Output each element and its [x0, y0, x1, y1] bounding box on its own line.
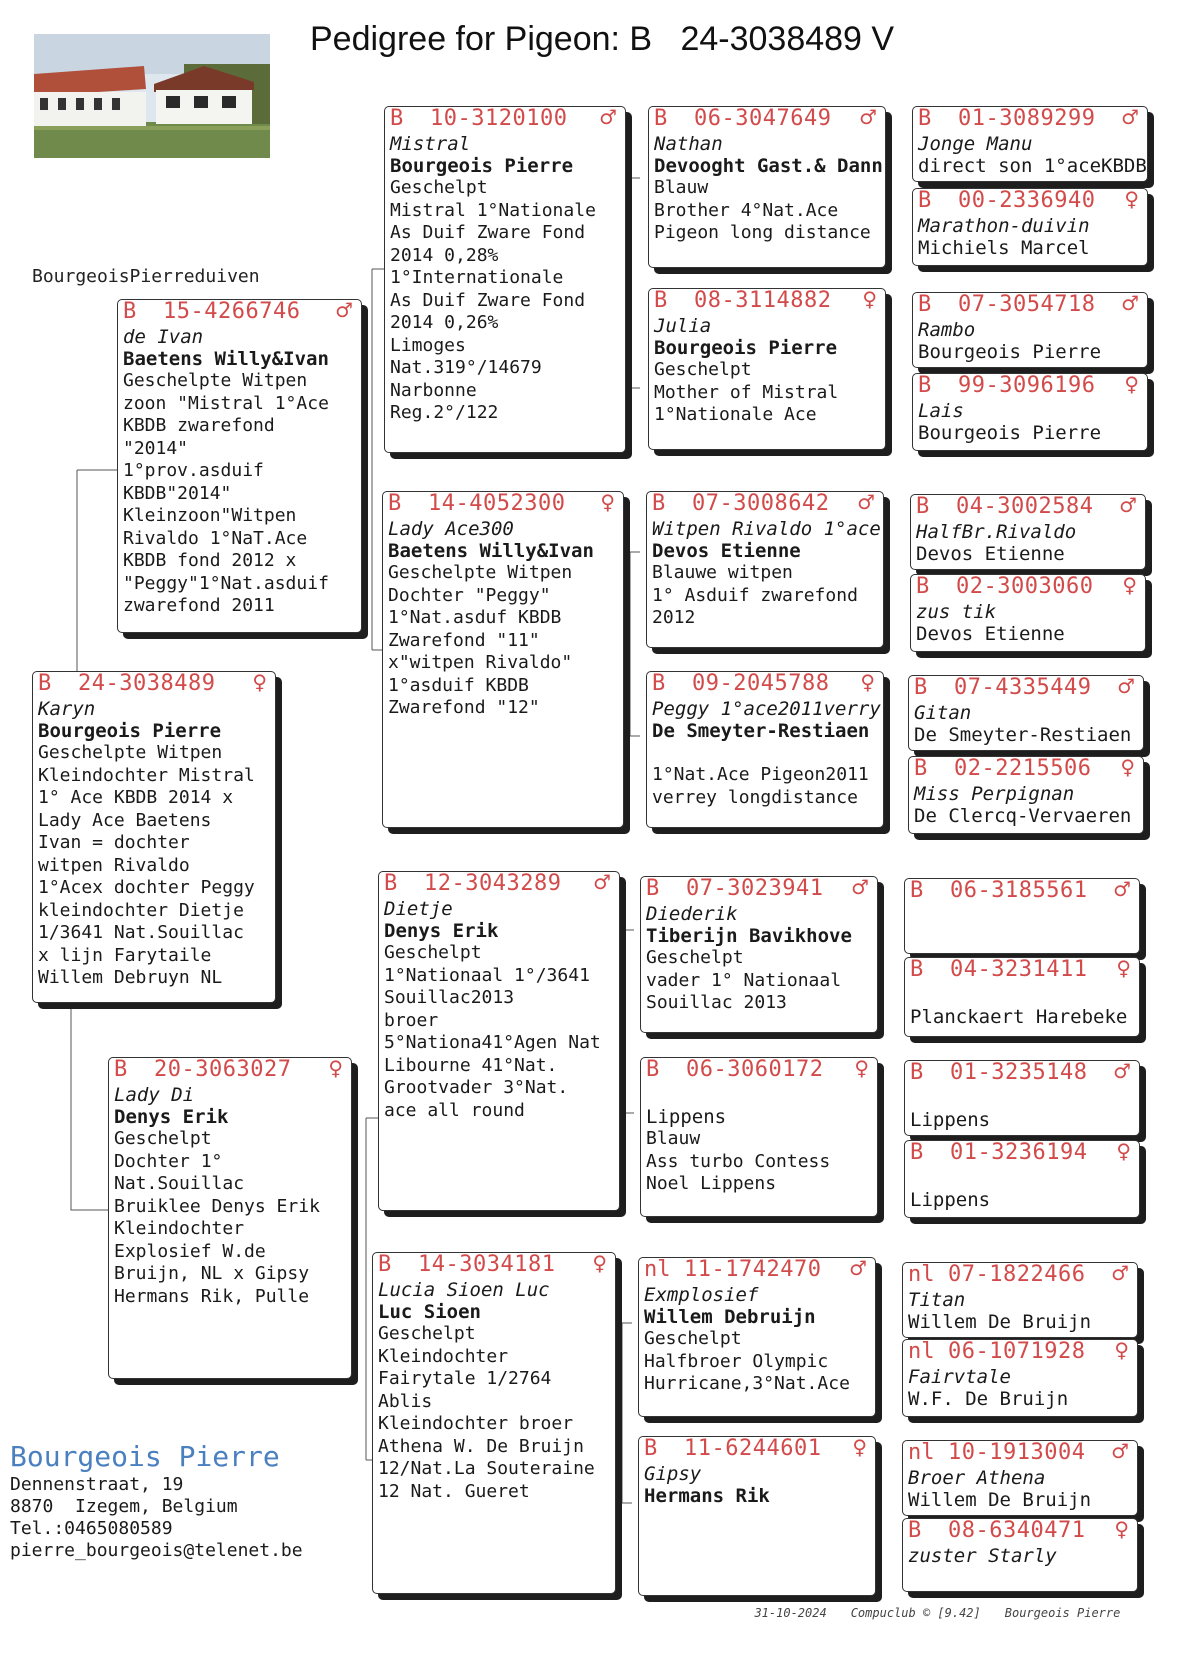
father-card: [117, 299, 362, 633]
note-line: KBDB zwarefond: [123, 415, 275, 436]
gg-grandparent-card: [910, 494, 1146, 570]
breeder-name: Bourgeois Pierre: [918, 422, 1102, 444]
owner-contact-block: [10, 1440, 303, 1562]
owner-city: 8870 Izegem, Belgium: [10, 1496, 238, 1517]
sex-symbol: ♂: [1113, 1060, 1131, 1083]
sex-symbol: ♂: [859, 106, 877, 129]
breeder-name: Denys Erik: [114, 1106, 229, 1128]
pigeon-name: Dietje: [384, 898, 453, 920]
breeder-name: Denys Erik: [384, 920, 499, 942]
note-line: 12 Nat. Gueret: [378, 1480, 530, 1502]
great-grandparent-card: [648, 106, 886, 268]
ring-number: 04-3231411: [950, 957, 1088, 982]
note-line: verrey longdistance: [652, 786, 858, 808]
pigeon-name: Broer Athena: [908, 1467, 1046, 1489]
breeder-name: De Smeyter-Restiaen: [914, 724, 1132, 746]
ring-number: 11-6244601: [684, 1436, 822, 1461]
owner-email: pierre_bourgeois@telenet.be: [10, 1540, 303, 1561]
sex-symbol: ♂: [1117, 675, 1135, 698]
note-line: As Duif Zware Fond: [390, 289, 586, 311]
pigeon-name: HalfBr.Rivaldo: [916, 521, 1077, 543]
owner-phone: Tel.:0465080589: [10, 1518, 173, 1539]
ring-number: 01-3235148: [950, 1060, 1088, 1085]
pigeon-name: Nathan: [654, 133, 723, 155]
note-line: 1°Acex dochter Peggy: [38, 877, 255, 898]
breeder-name: De Clercq-Vervaeren: [914, 805, 1132, 827]
note-line: Kleinzoon"Witpen: [123, 505, 297, 526]
note-line: Bruiklee Denys Erik: [114, 1195, 320, 1217]
gg-grandparent-card: [910, 574, 1146, 652]
note-line: Nat.319°/14679: [390, 357, 542, 378]
ring-number: 06-1071928: [948, 1339, 1086, 1364]
great-grandparent-card: [640, 1057, 878, 1217]
note-line: Mistral 1°Nationale: [390, 199, 596, 221]
country-code: B: [910, 878, 924, 903]
note-line: 12/Nat.La Souteraine: [378, 1458, 595, 1479]
pigeon-name: Miss Perpignan: [914, 783, 1075, 805]
note-line: Dochter "Peggy": [388, 584, 551, 606]
pigeon-name: [905, 1167, 1139, 1189]
country-code: B: [646, 1057, 660, 1082]
breeder-name: Willem De Bruijn: [908, 1489, 1092, 1511]
sex-symbol: ♂: [857, 491, 875, 514]
country-code: B: [918, 188, 932, 213]
country-code: B: [384, 871, 398, 896]
sex-symbol: ♀: [1114, 1339, 1129, 1362]
note-line: Grootvader 3°Nat.: [384, 1077, 569, 1098]
country-code: B: [646, 876, 660, 901]
ring-number: 07-3008642: [692, 491, 830, 516]
sex-symbol: ♂: [1113, 878, 1131, 901]
note-line: Limoges: [390, 334, 466, 356]
pigeon-name: Gitan: [914, 702, 972, 724]
ring-number: 09-2045788: [692, 671, 830, 696]
note-line: Geschelpt: [644, 1328, 742, 1349]
note-line: ace all round: [384, 1099, 525, 1121]
pigeon-name: de Ivan: [123, 326, 204, 348]
great-grandparent-card: [648, 288, 886, 450]
pigeon-name: Julia: [654, 315, 712, 337]
ring-number: 11-1742470: [684, 1257, 822, 1282]
gg-grandparent-card: [902, 1440, 1138, 1516]
note-line: Willem Debruyn NL: [38, 967, 223, 988]
ring-number: 01-3236194: [950, 1140, 1088, 1165]
pigeon-name: Diederik: [646, 903, 738, 925]
pigeon-name: Lady Di: [114, 1084, 195, 1106]
note-line: Ablis: [378, 1390, 433, 1412]
note-line: Mother of Mistral: [654, 381, 839, 403]
ring-number: 06-3185561: [950, 878, 1088, 903]
note-line: Ivan = dochter: [38, 832, 190, 853]
country-code: B: [38, 671, 52, 696]
ring-number: 07-3054718: [958, 292, 1096, 317]
sex-symbol: ♀: [252, 671, 267, 694]
country-code: B: [914, 675, 928, 700]
great-grandparent-card: [646, 671, 884, 828]
gg-grandparent-card: [912, 106, 1148, 182]
note-line: zwarefond 2011: [123, 595, 275, 616]
note-line: Dochter 1°: [114, 1150, 223, 1172]
gg-grandparent-card: [904, 1060, 1140, 1136]
breeder-name: Lippens: [910, 1109, 991, 1131]
note-line: Geschelpte Witpen: [123, 370, 308, 391]
sex-symbol: ♀: [600, 491, 615, 514]
note-line: broer: [384, 1009, 439, 1031]
sex-symbol: ♀: [592, 1252, 607, 1275]
breeder-name: Baetens Willy&Ivan: [123, 348, 329, 370]
country-code: B: [652, 491, 666, 516]
note-line: Nat.Souillac: [114, 1173, 245, 1194]
gg-grandparent-card: [912, 188, 1148, 266]
breeder-name: Devooght Gast.& Dann: [654, 155, 883, 177]
note-line: Geschelpte Witpen: [388, 562, 573, 583]
sex-symbol: ♀: [852, 1436, 867, 1459]
breeder-name: [903, 1567, 1137, 1589]
pigeon-name: [641, 1084, 877, 1106]
breeder-name: Lippens: [646, 1106, 727, 1128]
sex-symbol: ♂: [593, 871, 611, 894]
sex-symbol: ♂: [1121, 292, 1139, 315]
country-code: B: [390, 106, 404, 131]
ring-number: 10-1913004: [948, 1440, 1086, 1465]
sex-symbol: ♂: [599, 106, 617, 129]
country-code: B: [918, 292, 932, 317]
breeder-name: Tiberijn Bavikhove: [646, 925, 852, 947]
note-line: 1°prov.asduif: [123, 460, 264, 481]
pigeon-name: Lucia Sioen Luc: [378, 1279, 550, 1301]
ring-number: 02-3003060: [956, 574, 1094, 599]
breeder-name: Bourgeois Pierre: [918, 341, 1102, 363]
country-code: B: [914, 756, 928, 781]
ring-number: 14-4052300: [428, 491, 566, 516]
note-line: x"witpen Rivaldo": [388, 652, 573, 673]
breeder-name: Lippens: [910, 1189, 991, 1211]
ring-number: 04-3002584: [956, 494, 1094, 519]
country-code: B: [910, 1140, 924, 1165]
pigeon-name: zus tik: [916, 601, 997, 623]
breeder-name: W.F. De Bruijn: [908, 1388, 1069, 1410]
note-line: Narbonne: [390, 379, 477, 401]
grandparent-card: [384, 106, 626, 453]
country-code: B: [652, 671, 666, 696]
note-line: 1°Nationale Ace: [654, 404, 817, 425]
note-line: Kleindochter Mistral: [38, 764, 255, 786]
note-line: Kleindochter: [378, 1345, 509, 1367]
sex-symbol: ♂: [1111, 1262, 1129, 1285]
note-line: Reg.2°/122: [390, 402, 499, 423]
note-line: 1°Internationale: [390, 267, 564, 288]
print-date: 31-10-2024: [754, 1606, 827, 1620]
gg-grandparent-card: [904, 878, 1140, 954]
software-credit: Compuclub © [9.42]: [850, 1606, 981, 1620]
breeder-name: De Smeyter-Restiaen: [652, 720, 870, 742]
note-line: Blauwe witpen: [652, 562, 793, 583]
note-line: Hermans Rik, Pulle: [114, 1285, 310, 1307]
great-grandparent-card: [638, 1257, 876, 1417]
sex-symbol: ♀: [1122, 574, 1137, 597]
note-line: Geschelpt: [378, 1323, 476, 1344]
pigeon-name: Witpen Rivaldo 1°ace: [652, 518, 881, 540]
pigeon-name: Jonge Manu: [918, 133, 1033, 155]
grandparent-card: [378, 871, 620, 1211]
great-grandparent-card: [646, 491, 884, 648]
note-line: Geschelpt: [114, 1128, 212, 1149]
note-line: KBDB fond 2012 x: [123, 550, 297, 571]
footer-stamp: [740, 1592, 1144, 1620]
subject-pigeon-card: [32, 671, 276, 1003]
sex-symbol: ♀: [1124, 373, 1139, 396]
note-line: Geschelpt: [384, 942, 482, 963]
sex-symbol: ♀: [862, 288, 877, 311]
grandparent-card: [382, 491, 624, 828]
ring-number: 10-3120100: [430, 106, 568, 131]
country-code: B: [654, 106, 668, 131]
owner-name: Bourgeois Pierre: [10, 1440, 280, 1473]
note-line: Bruijn, NL x Gipsy: [114, 1263, 310, 1284]
pigeon-name: [905, 905, 1139, 927]
note-line: Geschelpt: [646, 947, 744, 968]
breeder-name: Bourgeois Pierre: [390, 155, 574, 177]
note-line: 1°Nat.Ace Pigeon2011: [652, 764, 869, 785]
gg-grandparent-card: [904, 957, 1140, 1037]
gg-grandparent-card: [902, 1518, 1138, 1592]
note-line: Geschelpt: [390, 177, 488, 198]
gg-grandparent-card: [912, 373, 1148, 451]
sex-symbol: ♂: [1119, 494, 1137, 517]
sex-symbol: ♀: [860, 671, 875, 694]
pigeon-name: Titan: [908, 1289, 966, 1311]
gg-grandparent-card: [908, 675, 1144, 751]
ring-number: 00-2336940: [958, 188, 1096, 213]
breeder-name: direct son 1°aceKBDB: [918, 155, 1147, 177]
pigeon-name: Marathon-duivin: [918, 215, 1090, 237]
gg-grandparent-card: [904, 1140, 1140, 1218]
breeder-name: Hermans Rik: [644, 1485, 770, 1507]
ring-number: 24-3038489: [78, 671, 216, 696]
country-code: B: [654, 288, 668, 313]
note-line: 2014 0,28%: [390, 244, 499, 266]
note-line: vader 1° Nationaal: [646, 969, 842, 991]
ring-number: 12-3043289: [424, 871, 562, 896]
note-line: Zwarefond "12": [388, 697, 540, 718]
country-code: B: [908, 1518, 922, 1543]
pigeon-name: Gipsy: [644, 1463, 702, 1485]
country-code: nl: [908, 1440, 935, 1465]
note-line: 1° Ace KBDB 2014 x: [38, 787, 234, 808]
pigeon-name: Lady Ace300: [388, 518, 514, 540]
note-line: Athena W. De Bruijn: [378, 1435, 584, 1457]
note-line: witpen Rivaldo: [38, 854, 190, 876]
pigeon-name: Karyn: [38, 698, 96, 720]
note-line: Souillac2013: [384, 987, 515, 1008]
ring-number: 14-3034181: [418, 1252, 556, 1277]
pigeon-name: Lais: [918, 400, 964, 422]
page-title: Pedigree for Pigeon: B 24-3038489 V: [310, 20, 895, 58]
country-code: B: [918, 106, 932, 131]
sex-symbol: ♀: [1116, 1140, 1131, 1163]
country-code: nl: [644, 1257, 671, 1282]
note-line: Libourne 41°Nat.: [384, 1054, 558, 1076]
note-line: Rivaldo 1°NaT.Ace: [123, 527, 308, 549]
breeder-name: Michiels Marcel: [918, 237, 1090, 259]
note-line: Souillac 2013: [646, 992, 787, 1013]
country-code: B: [644, 1436, 658, 1461]
note-line: Noel Lippens: [646, 1173, 777, 1194]
pigeon-name: Fairvtale: [908, 1366, 1011, 1388]
breeder-name: Bourgeois Pierre: [654, 337, 838, 359]
breeder-name: Bourgeois Pierre: [38, 720, 222, 742]
breeder-name: Devos Etienne: [916, 543, 1065, 565]
sex-symbol: ♂: [1121, 106, 1139, 129]
ring-number: 20-3063027: [154, 1057, 292, 1082]
note-line: Explosief W.de: [114, 1240, 266, 1262]
breeder-name: Devos Etienne: [652, 540, 801, 562]
note-line: Geschelpt: [654, 359, 752, 380]
country-code: B: [114, 1057, 128, 1082]
note-line: 1° Asduif zwarefond: [652, 584, 858, 606]
note-line: Geschelpte Witpen: [38, 742, 223, 763]
ring-number: 15-4266746: [163, 299, 301, 324]
loft-name: BourgeoisPierreduiven: [32, 266, 260, 287]
ring-number: 01-3089299: [958, 106, 1096, 131]
note-line: Halfbroer Olympic: [644, 1350, 829, 1372]
note-line: Fairytale 1/2764: [378, 1368, 552, 1389]
note-line: 1°Nat.asduf KBDB: [388, 607, 562, 628]
note-line: Blauw: [646, 1128, 701, 1149]
mother-card: [108, 1057, 352, 1379]
breeder-name: Luc Sioen: [378, 1301, 481, 1323]
pigeon-name: Peggy 1°ace2011verry: [652, 698, 881, 720]
note-line: Lady Ace Baetens: [38, 809, 212, 831]
country-code: nl: [908, 1262, 935, 1287]
breeder-name: Willem Debruijn: [644, 1306, 816, 1328]
sex-symbol: ♀: [854, 1057, 869, 1080]
ring-number: 08-3114882: [694, 288, 832, 313]
breeder-name: Willem De Bruijn: [908, 1311, 1092, 1333]
country-code: B: [910, 1060, 924, 1085]
note-line: kleindochter Dietje: [38, 899, 244, 921]
ring-number: 06-3060172: [686, 1057, 824, 1082]
pigeon-name: zuster Starly: [908, 1545, 1057, 1567]
note-line: 1°Nationaal 1°/3641: [384, 964, 590, 986]
gg-grandparent-card: [902, 1262, 1138, 1338]
breeder-name: Devos Etienne: [916, 623, 1065, 645]
sex-symbol: ♀: [1124, 188, 1139, 211]
note-line: KBDB"2014": [123, 482, 232, 504]
note-line: 2014 0,26%: [390, 312, 499, 333]
note-line: zoon "Mistral 1°Ace: [123, 392, 329, 414]
sex-symbol: ♂: [849, 1257, 867, 1280]
sex-symbol: ♀: [1116, 957, 1131, 980]
country-code: B: [916, 494, 930, 519]
pigeon-name: Rambo: [918, 319, 976, 341]
breeder-name: [905, 927, 1139, 949]
note-line: Zwarefond "11": [388, 629, 540, 651]
note-line: Pigeon long distance: [654, 222, 871, 243]
footer-owner: Bourgeois Pierre: [1004, 1606, 1121, 1620]
country-code: nl: [908, 1339, 935, 1364]
note-line: "Peggy"1°Nat.asduif: [123, 572, 329, 594]
ring-number: 99-3096196: [958, 373, 1096, 398]
note-line: 5°Nationa41°Agen Nat: [384, 1032, 601, 1053]
breeder-name: Planckaert Harebeke: [910, 1006, 1128, 1028]
owner-address: Dennenstraat, 19: [10, 1474, 184, 1495]
country-code: B: [378, 1252, 392, 1277]
great-grandparent-card: [640, 876, 878, 1033]
country-code: B: [918, 373, 932, 398]
note-line: Ass turbo Contess: [646, 1150, 831, 1172]
ring-number: 07-3023941: [686, 876, 824, 901]
sex-symbol: ♂: [851, 876, 869, 899]
ring-number: 07-4335449: [954, 675, 1092, 700]
country-code: B: [916, 574, 930, 599]
pigeon-name: Exmplosief: [644, 1284, 759, 1306]
ring-number: 07-1822466: [948, 1262, 1086, 1287]
sex-symbol: ♀: [1114, 1518, 1129, 1541]
note-line: Kleindochter: [114, 1218, 245, 1239]
country-code: B: [123, 299, 137, 324]
grandparent-card: [372, 1252, 616, 1594]
note-line: As Duif Zware Fond: [390, 222, 586, 243]
country-code: B: [910, 957, 924, 982]
note-line: [647, 742, 883, 764]
sex-symbol: ♂: [1111, 1440, 1129, 1463]
gg-grandparent-card: [902, 1339, 1138, 1417]
note-line: 2012: [652, 607, 696, 628]
note-line: "2014": [123, 437, 189, 459]
breeder-name: Baetens Willy&Ivan: [388, 540, 594, 562]
pigeon-name: Mistral: [390, 133, 471, 155]
gg-grandparent-card: [912, 292, 1148, 368]
sex-symbol: ♀: [1120, 756, 1135, 779]
ring-number: 08-6340471: [948, 1518, 1086, 1543]
sex-symbol: ♂: [335, 299, 353, 322]
country-code: B: [388, 491, 402, 516]
pigeon-name: [905, 984, 1139, 1006]
great-grandparent-card: [638, 1436, 876, 1596]
note-line: Blauw: [654, 177, 709, 198]
ring-number: 02-2215506: [954, 756, 1092, 781]
note-line: Kleindochter broer: [378, 1413, 574, 1434]
ring-number: 06-3047649: [694, 106, 832, 131]
pigeon-name: [905, 1087, 1139, 1109]
gg-grandparent-card: [908, 756, 1144, 834]
note-line: Hurricane,3°Nat.Ace: [644, 1373, 850, 1394]
sex-symbol: ♀: [328, 1057, 343, 1080]
note-line: 1/3641 Nat.Souillac: [38, 922, 244, 943]
note-line: 1°asduif KBDB: [388, 674, 529, 696]
note-line: Brother 4°Nat.Ace: [654, 199, 839, 221]
note-line: x lijn Farytaile: [38, 944, 212, 966]
